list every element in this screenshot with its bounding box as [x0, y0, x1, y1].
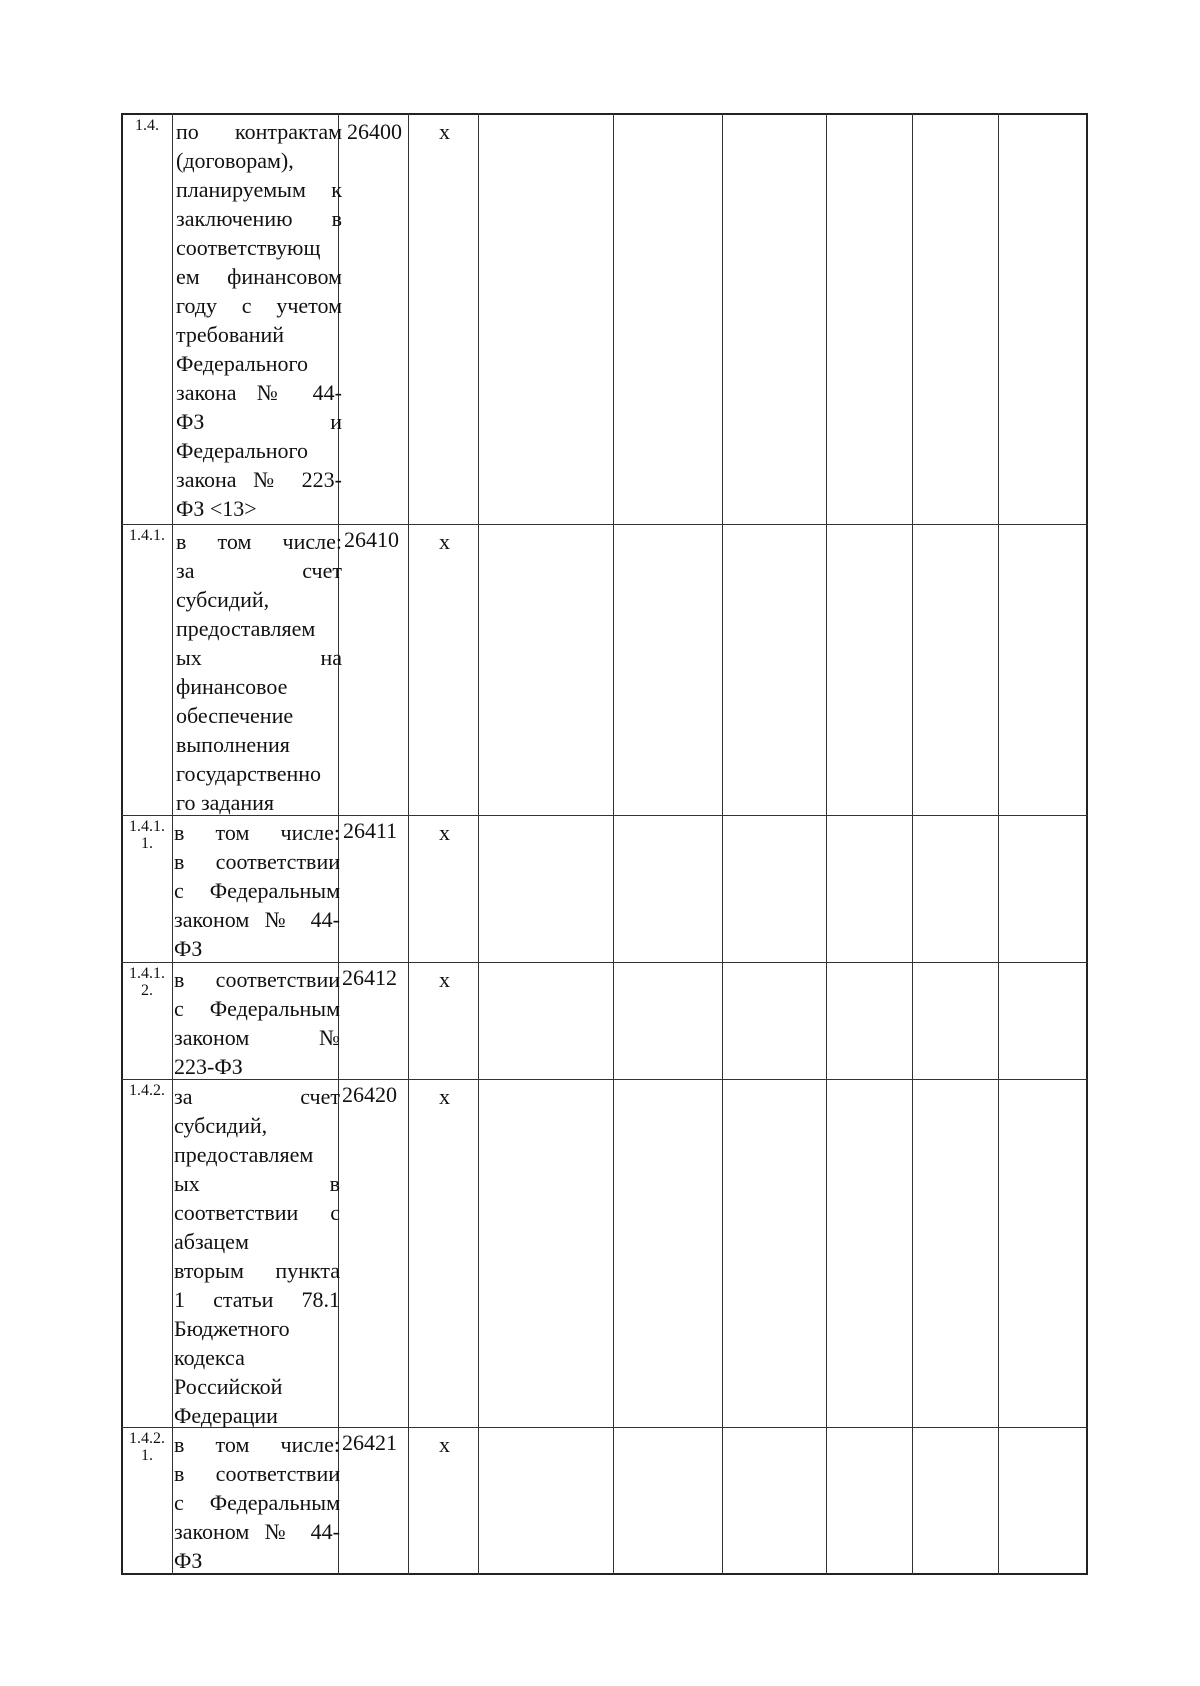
description-line: закона № 44-	[176, 380, 342, 405]
row-mark: x	[439, 1084, 450, 1109]
column-divider	[613, 113, 614, 1575]
row-code: 26400	[347, 119, 402, 144]
description-line: за счет	[176, 558, 342, 583]
row-number: 1.4.2.	[129, 1082, 165, 1099]
row-mark: x	[439, 1432, 450, 1457]
description-line: в соответствии	[174, 849, 340, 874]
description-line: законом №	[174, 1025, 340, 1050]
description-line: Федерального	[176, 351, 309, 376]
row-mark: x	[439, 967, 450, 992]
row-divider	[121, 524, 1088, 525]
row-mark: x	[439, 529, 450, 554]
row-number: 1.4.1. 1.	[129, 818, 165, 852]
row-number: 1.4.1.	[129, 527, 165, 544]
row-code: 26411	[343, 818, 398, 843]
row-number: 1.4.2. 1.	[129, 1430, 165, 1464]
row-mark: x	[439, 820, 450, 845]
description-line: в том числе:	[174, 1432, 340, 1457]
row-number: 1.4.1. 2.	[129, 965, 165, 999]
row-description	[174, 818, 340, 963]
column-divider	[408, 113, 409, 1575]
description-line: за счет	[174, 1084, 340, 1109]
description-line: субсидий,	[174, 1113, 268, 1138]
description-line: ФЗ	[174, 936, 203, 961]
description-line: ых на	[176, 645, 342, 670]
column-divider	[826, 113, 827, 1575]
description-line: в соответствии	[174, 1461, 340, 1486]
column-divider	[172, 113, 173, 1575]
description-line: Федерального	[176, 438, 309, 463]
row-code: 26420	[342, 1082, 397, 1107]
description-line: (договорам),	[176, 148, 294, 173]
description-line: вторым пункта	[174, 1258, 340, 1283]
row-code: 26412	[342, 965, 397, 990]
row-description	[176, 527, 342, 817]
column-divider	[478, 113, 479, 1575]
description-line: закона № 223-	[176, 467, 342, 492]
description-line: с Федеральным	[174, 996, 340, 1021]
description-line: ем финансовом	[176, 264, 342, 289]
description-line: году с учетом	[176, 293, 342, 318]
description-line: го задания	[176, 790, 275, 815]
description-line: законом № 44-	[174, 1519, 340, 1544]
row-description	[174, 1430, 340, 1575]
row-code: 26421	[342, 1430, 397, 1455]
row-description	[174, 965, 340, 1081]
description-line: планируемым к	[176, 177, 342, 202]
description-line: кодекса	[174, 1345, 245, 1370]
column-divider	[912, 113, 913, 1575]
description-line: заключению в	[176, 206, 342, 231]
description-line: с Федеральным	[174, 1490, 340, 1515]
description-line: 1 статьи 78.1	[174, 1287, 340, 1312]
description-line: 223-ФЗ	[174, 1054, 243, 1079]
row-description	[176, 117, 342, 523]
description-line: ФЗ	[174, 1548, 203, 1573]
description-line: в соответствии	[174, 967, 340, 992]
description-line: Федерации	[174, 1403, 278, 1428]
description-line: абзацем	[174, 1229, 249, 1254]
description-line: требований	[176, 322, 285, 347]
row-description	[174, 1082, 340, 1430]
description-line: в том числе:	[174, 820, 340, 845]
column-divider	[998, 113, 999, 1575]
description-line: в том числе:	[176, 529, 342, 554]
description-line: предоставляем	[174, 1142, 314, 1167]
description-line: законом № 44-	[174, 907, 340, 932]
row-mark: x	[439, 119, 450, 144]
row-number: 1.4.	[135, 117, 159, 134]
description-line: ФЗ <13>	[176, 496, 257, 521]
description-line: Бюджетного	[174, 1316, 290, 1341]
description-line: соответствии с	[174, 1200, 340, 1225]
description-line: выполнения	[176, 732, 290, 757]
description-line: по контрактам	[176, 119, 342, 144]
description-line: предоставляем	[176, 616, 316, 641]
description-line: ых в	[174, 1171, 340, 1196]
description-line: обеспечение	[176, 703, 294, 728]
description-line: государственно	[176, 761, 322, 786]
description-line: финансовое	[176, 674, 288, 699]
description-line: ФЗ и	[176, 409, 342, 434]
description-line: Российской	[174, 1374, 283, 1399]
description-line: с Федеральным	[174, 878, 340, 903]
row-code: 26410	[344, 527, 399, 552]
description-line: субсидий,	[176, 587, 270, 612]
column-divider	[722, 113, 723, 1575]
description-line: соответствующ	[176, 235, 321, 260]
